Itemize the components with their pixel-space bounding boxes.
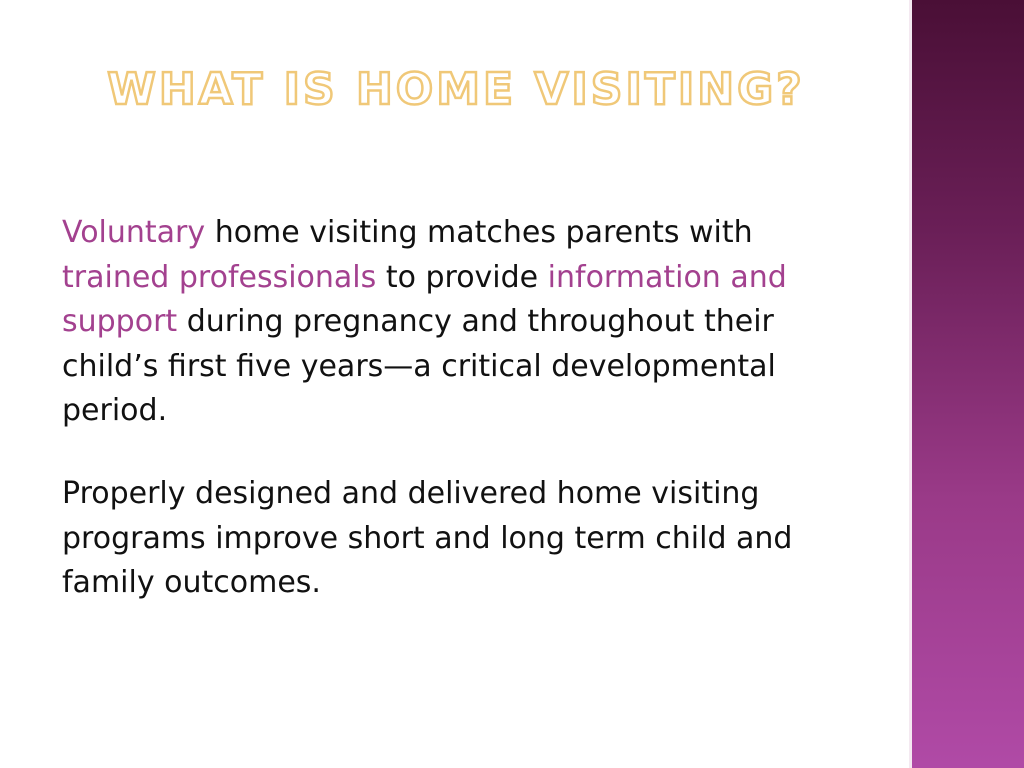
slide-body bbox=[62, 211, 862, 606]
paragraph-2 bbox=[62, 472, 862, 606]
body-text-segment: home visiting matches parents with bbox=[205, 215, 753, 250]
body-text-segment: Properly designed and delivered home visiting programs improve short and long term child and family outcomes. bbox=[62, 475, 793, 601]
body-text-segment: during pregnancy and throughout their child’s first five years—a critical developmental period. bbox=[62, 304, 776, 429]
highlight-trained-professionals: trained professionals bbox=[62, 259, 377, 295]
body-text-segment: to provide bbox=[376, 259, 548, 295]
highlight-information-and-support: information and support bbox=[62, 259, 787, 340]
paragraph-1 bbox=[62, 211, 862, 434]
slide-title: WHAT IS HOME VISITING? bbox=[107, 64, 805, 115]
side-decorative-band bbox=[912, 0, 1024, 768]
highlight-voluntary: Voluntary bbox=[62, 215, 206, 250]
